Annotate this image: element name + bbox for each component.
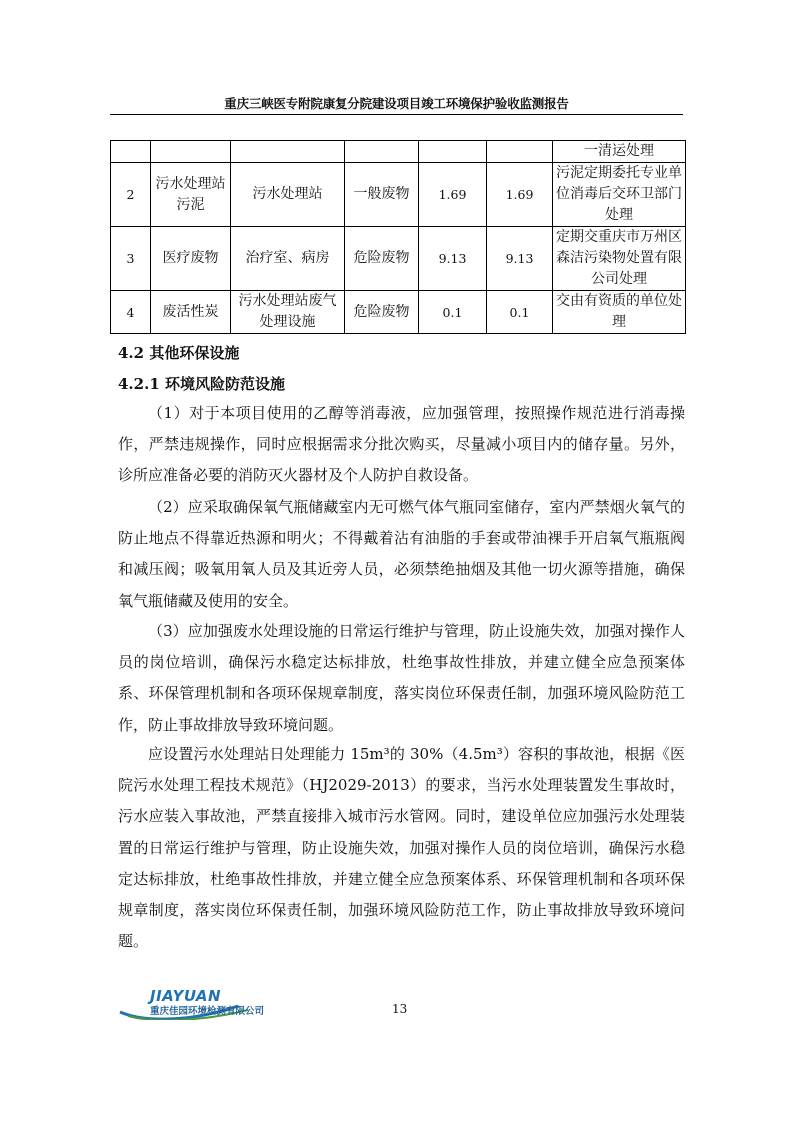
table-cell: 1.69 bbox=[419, 163, 487, 227]
company-name: 重庆佳园环境检测有限公司 bbox=[150, 1006, 265, 1017]
table-cell: 一般废物 bbox=[345, 163, 419, 227]
table-cell: 定期交重庆市万州区森洁污染物处置有限公司处理 bbox=[553, 227, 686, 291]
table-cell: 1.69 bbox=[487, 163, 553, 227]
table-row bbox=[111, 141, 686, 163]
table-cell: 危险废物 bbox=[345, 291, 419, 334]
table-cell bbox=[151, 141, 231, 163]
table-cell: 污泥定期委托专业单位消毒后交环卫部门处理 bbox=[553, 163, 686, 227]
section-title-4-2: 4.2 其他环保设施 bbox=[118, 344, 240, 362]
table-cell bbox=[111, 141, 151, 163]
table-cell: 9.13 bbox=[487, 227, 553, 291]
table-cell: 废活性炭 bbox=[151, 291, 231, 334]
paragraph: 应设置污水处理站日处理能力 15m³的 30%（4.5m³）容积的事故池，根据《医院污水处理工程技术规范》（HJ2029-2013）的要求，当污水处理装置发生事故时，污水应装入事故池，严禁直接排入城市污水管网。同时，建设单位应加强污水处理装置的日常运行维护与管理，防止设施失效，加强对操作人员的岗位培训，确保污水稳定达标排放，杜绝事故性排放，并建立健全应急预案体系、环保管理机制和各项环保规章制度，落实岗位环保责任制，加强环境风险防范工作，防止事故排放导致环境问题。 bbox=[118, 745, 685, 951]
table-cell: 2 bbox=[111, 163, 151, 227]
table-row bbox=[111, 227, 686, 291]
table-cell: 污水处理站 bbox=[231, 163, 345, 227]
logo-wordmark: JIAYUAN bbox=[150, 987, 222, 1005]
paragraph: （1）对于本项目使用的乙醇等消毒液，应加强管理，按照操作规范进行消毒操作，严禁违规操作，同时应根据需求分批次购买，尽量减小项目内的储存量。另外，诊所应准备必要的消防灭火器材及个人防护自救设备。 bbox=[118, 404, 685, 485]
table-cell: 3 bbox=[111, 227, 151, 291]
table-cell: 污水处理站废气处理设施 bbox=[231, 291, 345, 334]
table-cell bbox=[231, 141, 345, 163]
table-cell: 交由有资质的单位处理 bbox=[553, 291, 686, 334]
table-cell: 一清运处理 bbox=[553, 141, 686, 163]
section-title-4-2-1: 4.2.1 环境风险防范设施 bbox=[118, 375, 285, 393]
table-cell: 0.1 bbox=[419, 291, 487, 334]
table-cell: 危险废物 bbox=[345, 227, 419, 291]
table-row bbox=[111, 163, 686, 227]
table-cell: 医疗废物 bbox=[151, 227, 231, 291]
page-header-title: 重庆三峡医专附院康复分院建设项目竣工环境保护验收监测报告 bbox=[224, 96, 569, 111]
table-cell bbox=[487, 141, 553, 163]
table-cell: 污水处理站污泥 bbox=[151, 163, 231, 227]
header-rule bbox=[110, 114, 683, 115]
table-cell: 0.1 bbox=[487, 291, 553, 334]
waste-table bbox=[110, 140, 686, 334]
table-cell: 9.13 bbox=[419, 227, 487, 291]
paragraph: （2）应采取确保氧气瓶储藏室内无可燃气体气瓶同室储存，室内严禁烟火氧气的防止地点不得靠近热源和明火；不得戴着沾有油脂的手套或带油裸手开启氧气瓶瓶阀和减压阀；吸氧用氧人员及其近旁人员，必须禁绝抽烟及其他一切火源等措施，确保氧气瓶储藏及使用的安全。 bbox=[118, 498, 685, 610]
table-cell: 治疗室、病房 bbox=[231, 227, 345, 291]
table-cell: 4 bbox=[111, 291, 151, 334]
table-row bbox=[111, 291, 686, 334]
page-number: 13 bbox=[392, 1002, 408, 1016]
paragraph: （3）应加强废水处理设施的日常运行维护与管理，防止设施失效，加强对操作人员的岗位培训，确保污水稳定达标排放，杜绝事故性排放，并建立健全应急预案体系、环保管理机制和各项环保规章制度，落实岗位环保责任制，加强环境风险防范工作，防止事故排放导致环境问题。 bbox=[118, 622, 685, 734]
table-cell bbox=[419, 141, 487, 163]
table-cell bbox=[345, 141, 419, 163]
